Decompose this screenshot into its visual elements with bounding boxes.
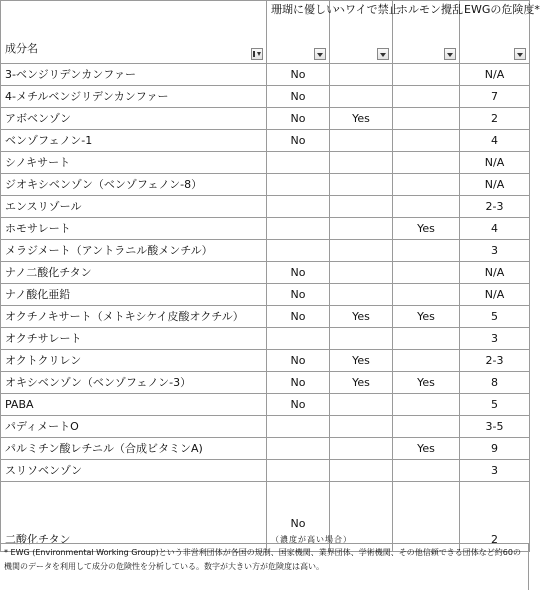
table-row (1, 460, 530, 482)
ingredient-name-cell[interactable]: オクチノキサート（メトキシケイ皮酸オクチル） (1, 306, 267, 328)
hawaii-ban-cell[interactable]: Yes (330, 350, 393, 372)
ingredient-name-cell[interactable]: ナノ二酸化チタン (1, 262, 267, 284)
ingredient-name-cell[interactable]: 3-ベンジリデンカンファー (1, 64, 267, 86)
hawaii-ban-cell[interactable] (330, 196, 393, 218)
coral-safe-cell[interactable]: No (267, 350, 330, 372)
filter-dropdown-icon[interactable] (514, 48, 526, 60)
hormone-disruption-cell[interactable] (393, 328, 460, 350)
ewg-hazard-cell[interactable]: 4 (460, 218, 530, 240)
table-row (1, 416, 530, 438)
coral-safe-note: （濃度が高い場合） (271, 535, 352, 544)
ewg-hazard-cell[interactable]: 7 (460, 86, 530, 108)
hormone-disruption-cell[interactable] (393, 284, 460, 306)
ewg-hazard-cell[interactable]: N/A (460, 152, 530, 174)
coral-safe-cell[interactable]: No (267, 108, 330, 130)
hormone-disruption-cell[interactable] (393, 262, 460, 284)
ewg-hazard-cell[interactable]: 2 (460, 482, 530, 552)
coral-safe-cell[interactable] (267, 196, 330, 218)
hormone-disruption-cell[interactable] (393, 86, 460, 108)
hawaii-ban-cell[interactable] (330, 64, 393, 86)
hormone-disruption-cell[interactable] (393, 416, 460, 438)
hormone-disruption-cell[interactable] (393, 130, 460, 152)
coral-safe-cell[interactable] (267, 482, 352, 552)
hawaii-ban-cell[interactable]: Yes (330, 372, 393, 394)
coral-safe-cell[interactable] (267, 218, 330, 240)
coral-safe-cell[interactable] (267, 174, 330, 196)
hawaii-ban-cell[interactable]: Yes (330, 306, 393, 328)
table-row (1, 86, 530, 108)
ingredient-name-cell[interactable]: パルミチン酸レチニル（合成ビタミンA) (1, 438, 267, 460)
column-header-hormone-label: ホルモン攪乱 (397, 3, 463, 16)
coral-safe-cell[interactable] (267, 328, 330, 350)
ewg-hazard-cell[interactable]: 3-5 (460, 416, 530, 438)
coral-safe-cell[interactable]: No (267, 372, 330, 394)
ingredient-name-cell[interactable]: スリソベンゾン (1, 460, 267, 482)
table-row (1, 64, 530, 86)
hawaii-ban-cell[interactable] (330, 86, 393, 108)
ingredient-name-cell[interactable]: オクチサレート (1, 328, 267, 350)
ewg-hazard-cell[interactable]: 2-3 (460, 350, 530, 372)
table-row (1, 284, 530, 306)
table-row (1, 262, 530, 284)
hormone-disruption-cell[interactable] (393, 64, 460, 86)
table-row (1, 152, 530, 174)
column-header-coral-label: 珊瑚に優しい (271, 3, 337, 16)
hawaii-ban-cell[interactable] (330, 174, 393, 196)
hormone-disruption-cell[interactable]: Yes (393, 218, 460, 240)
table-row (1, 130, 530, 152)
table-row (1, 306, 530, 328)
header-row (1, 1, 530, 64)
ewg-hazard-cell[interactable]: 4 (460, 130, 530, 152)
hormone-disruption-cell[interactable] (393, 394, 460, 416)
ingredient-name-cell[interactable]: パディメートO (1, 416, 267, 438)
hawaii-ban-cell[interactable] (330, 460, 393, 482)
hawaii-ban-cell[interactable]: Yes (330, 108, 393, 130)
ingredient-name-cell[interactable]: 4-メチルベンジリデンカンファー (1, 86, 267, 108)
ewg-hazard-cell[interactable]: 3 (460, 328, 530, 350)
coral-safe-cell[interactable]: No (267, 262, 330, 284)
ewg-hazard-cell[interactable]: N/A (460, 174, 530, 196)
column-header-ewg-label: EWGの危険度* (464, 3, 540, 16)
hormone-disruption-cell[interactable] (393, 460, 460, 482)
hawaii-ban-cell[interactable] (330, 394, 393, 416)
column-header-hawaii (330, 1, 400, 64)
column-header-hormone (393, 1, 463, 64)
column-header-name (1, 1, 267, 64)
hawaii-ban-cell[interactable] (330, 218, 393, 240)
hormone-disruption-cell[interactable] (393, 350, 460, 372)
ewg-hazard-cell[interactable]: 9 (460, 438, 530, 460)
table-row (1, 394, 530, 416)
hawaii-ban-cell[interactable] (330, 240, 393, 262)
table-row (1, 196, 530, 218)
hawaii-ban-cell[interactable] (330, 152, 393, 174)
coral-safe-cell[interactable]: No (267, 130, 330, 152)
hawaii-ban-cell[interactable] (330, 328, 393, 350)
filter-dropdown-icon[interactable] (377, 48, 389, 60)
table-row (1, 350, 530, 372)
ewg-hazard-cell[interactable]: 5 (460, 394, 530, 416)
ewg-hazard-cell[interactable]: N/A (460, 284, 530, 306)
coral-safe-cell[interactable]: No (267, 64, 330, 86)
coral-safe-cell[interactable] (267, 240, 330, 262)
coral-safe-cell[interactable]: No (267, 86, 330, 108)
ingredient-name-cell[interactable]: PABA (1, 394, 267, 416)
ingredient-name-cell[interactable]: シノキサート (1, 152, 267, 174)
column-header-name-label: 成分名 (5, 42, 38, 55)
ewg-hazard-cell[interactable]: 2-3 (460, 196, 530, 218)
table-row (1, 482, 530, 552)
hormone-disruption-cell[interactable]: Yes (393, 438, 460, 460)
filter-dropdown-icon[interactable] (444, 48, 456, 60)
coral-safe-cell[interactable] (267, 152, 330, 174)
hormone-disruption-cell[interactable] (393, 108, 460, 130)
hawaii-ban-cell[interactable] (330, 284, 393, 306)
ingredient-name-cell[interactable]: オクトクリレン (1, 350, 267, 372)
table-row (1, 108, 530, 130)
column-header-ewg (460, 1, 540, 64)
ingredient-name-cell[interactable]: エンスリゾール (1, 196, 267, 218)
ewg-hazard-cell[interactable]: 8 (460, 372, 530, 394)
ewg-hazard-cell[interactable]: N/A (460, 262, 530, 284)
ewg-hazard-cell[interactable]: 3 (460, 240, 530, 262)
ingredient-name-cell[interactable]: 二酸化チタン (1, 482, 267, 552)
hormone-disruption-cell[interactable]: Yes (393, 306, 460, 328)
hawaii-ban-cell[interactable] (330, 438, 393, 460)
hawaii-ban-cell[interactable] (330, 416, 393, 438)
ewg-hazard-cell[interactable]: 3 (460, 460, 530, 482)
ingredient-name-cell[interactable]: アボベンゾン (1, 108, 267, 130)
hormone-disruption-cell[interactable]: Yes (393, 372, 460, 394)
table-body (1, 64, 530, 552)
table-row (1, 372, 530, 394)
coral-safe-cell[interactable] (267, 438, 330, 460)
footnote: * EWG (Environmental Working Group)という非営利団体が各国の規制、国家機関、業界団体、学術機関、その他信頼できる団体など約60の機関のデータを利用して成分の危険性を分析している。数字が大きい方が危険度は高い。 (0, 543, 529, 590)
hormone-disruption-cell[interactable] (393, 196, 460, 218)
table-row (1, 438, 530, 460)
ingredient-name-cell[interactable]: ホモサレート (1, 218, 267, 240)
hormone-disruption-cell[interactable] (393, 152, 460, 174)
coral-safe-cell[interactable]: No (267, 284, 330, 306)
ewg-hazard-cell[interactable]: 2 (460, 108, 530, 130)
hormone-disruption-cell[interactable] (393, 174, 460, 196)
filter-dropdown-icon[interactable] (314, 48, 326, 60)
table-row (1, 218, 530, 240)
ewg-hazard-cell[interactable]: N/A (460, 64, 530, 86)
hawaii-ban-cell[interactable] (330, 262, 393, 284)
coral-safe-value: No (290, 517, 306, 530)
coral-safe-cell[interactable]: No (267, 306, 330, 328)
ingredient-name-cell[interactable]: ジオキシベンゾン（ベンゾフェノン-8） (1, 174, 267, 196)
hawaii-ban-cell[interactable] (330, 130, 393, 152)
coral-safe-cell[interactable]: No (267, 394, 330, 416)
sort-filter-icon[interactable] (251, 48, 263, 60)
ingredient-name-cell[interactable]: メラジメート（アントラニル酸メンチル） (1, 240, 267, 262)
ingredient-name-cell[interactable]: ベンゾフェノン-1 (1, 130, 267, 152)
hormone-disruption-cell[interactable] (393, 240, 460, 262)
ingredient-name-cell[interactable]: ナノ酸化亜鉛 (1, 284, 267, 306)
ewg-hazard-cell[interactable]: 5 (460, 306, 530, 328)
ingredient-name-cell[interactable]: オキシベンゾン（ベンゾフェノン-3） (1, 372, 267, 394)
table-row (1, 328, 530, 350)
table-row (1, 174, 530, 196)
column-header-hawaii-label: ハワイで禁止 (334, 3, 400, 16)
coral-safe-cell[interactable] (267, 460, 330, 482)
coral-safe-cell[interactable] (267, 416, 330, 438)
column-header-coral (267, 1, 337, 64)
hormone-disruption-cell[interactable] (393, 482, 460, 552)
table-row (1, 240, 530, 262)
